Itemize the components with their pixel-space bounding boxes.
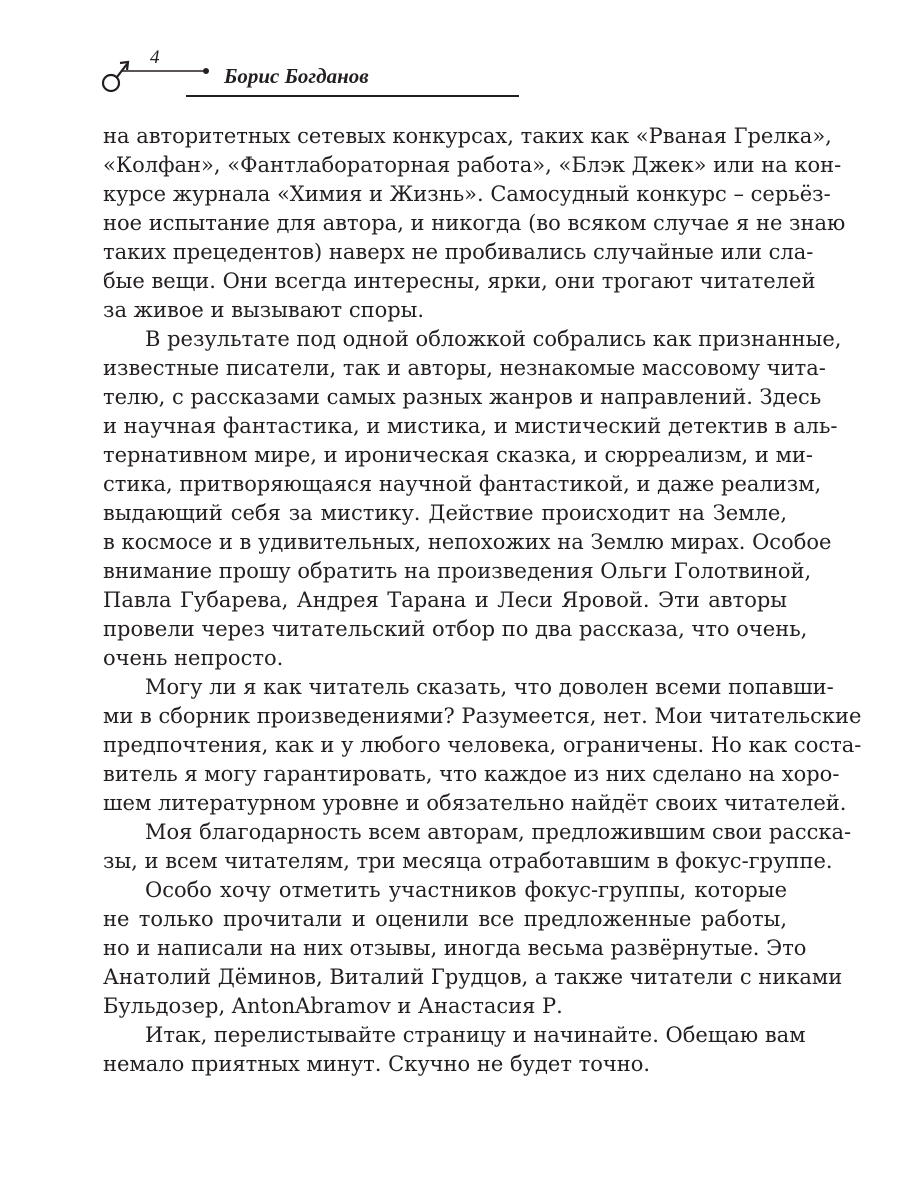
header-rule	[186, 95, 519, 97]
text-line: за живое и вызывают споры.	[103, 298, 425, 322]
text-line: и научная фантастика, и мистика, и мистический детектив в аль-	[103, 414, 838, 438]
text-line: предпочтения, как и у любого человека, ограничены. Но как соста-	[103, 733, 862, 757]
paragraph-5	[103, 876, 843, 1021]
paragraph-3	[103, 673, 862, 818]
paragraph-4	[103, 818, 852, 876]
text-line: шем литературном уровне и обязательно найдёт своих читателей.	[103, 791, 847, 815]
text-line: «Колфан», «Фантлабораторная работа», «Блэк Джек» или на кон-	[103, 153, 842, 177]
text-line: В результате под одной обложкой собрались как признанные,	[145, 327, 842, 351]
page-header	[96, 47, 426, 100]
text-line: тернативном мире, и ироническая сказка, и сюрреализм, и ми-	[103, 443, 814, 467]
text-line: таких прецедентов) наверх не пробивались случайные или сла-	[103, 240, 814, 264]
text-line: выдающий себя за мистику. Действие происходит на Земле,	[103, 501, 787, 525]
text-line: ми в сборник произведениями? Разумеется, нет. Мои читательские	[103, 704, 862, 728]
text-line: Могу ли я как читатель сказать, что доволен всеми попавши-	[145, 675, 834, 699]
page-number: 4	[150, 47, 160, 68]
text-line: курсе журнала «Химия и Жизнь». Самосудный конкурс – серьёз-	[103, 182, 831, 206]
text-line: известные писатели, так и авторы, незнакомые массовому чита-	[103, 356, 826, 380]
text-line: Итак, перелистывайте страницу и начинайте. Обещаю вам	[145, 1023, 806, 1047]
text-line: Особо хочу отметить участников фокус-группы, которые	[145, 878, 787, 902]
paragraph-6	[103, 1021, 806, 1079]
text-line: телю, с рассказами самых разных жанров и направлений. Здесь	[103, 385, 822, 409]
text-line: в космосе и в удивительных, непохожих на Землю мирах. Особое	[103, 530, 832, 554]
text-line: стика, притворяющаяся научной фантастикой, и даже реализм,	[103, 472, 822, 496]
paragraph-2	[103, 325, 842, 673]
text-line: на авторитетных сетевых конкурсах, таких как «Рваная Грелка»,	[103, 124, 832, 148]
running-head-author: Борис Богданов	[224, 64, 369, 88]
text-line: Моя благодарность всем авторам, предложившим свои расска-	[145, 820, 852, 844]
text-line: витель я могу гарантировать, что каждое из них сделано на хоро-	[103, 762, 840, 786]
text-line: но и написали на них отзывы, иногда весьма развёрнутые. Это	[103, 936, 807, 960]
text-line: ное испытание для автора, и никогда (во всяком случае я не знаю	[103, 211, 846, 235]
text-line: не только прочитали и оценили все предложенные работы,	[103, 907, 787, 931]
text-line: бые вещи. Они всегда интересны, ярки, они трогают читателей	[103, 269, 816, 293]
text-line: очень непросто.	[103, 646, 284, 670]
text-line: зы, и всем читателям, три месяца отработавшим в фокус-группе.	[103, 849, 833, 873]
text-line: внимание прошу обратить на произведения Ольги Голотвиной,	[103, 559, 812, 583]
text-line: немало приятных минут. Скучно не будет точно.	[103, 1052, 651, 1076]
paragraph-1	[103, 122, 846, 325]
body-text	[103, 122, 862, 1079]
text-line: Бульдозер, AntonAbramov и Анастасия Р.	[103, 994, 563, 1018]
text-line: Павла Губарева, Андрея Тарана и Леси Яровой. Эти авторы	[103, 588, 787, 612]
text-line: провели через читательский отбор по два рассказа, что очень,	[103, 617, 808, 641]
text-line: Анатолий Дёминов, Виталий Грудцов, а также читатели с никами	[103, 965, 843, 989]
